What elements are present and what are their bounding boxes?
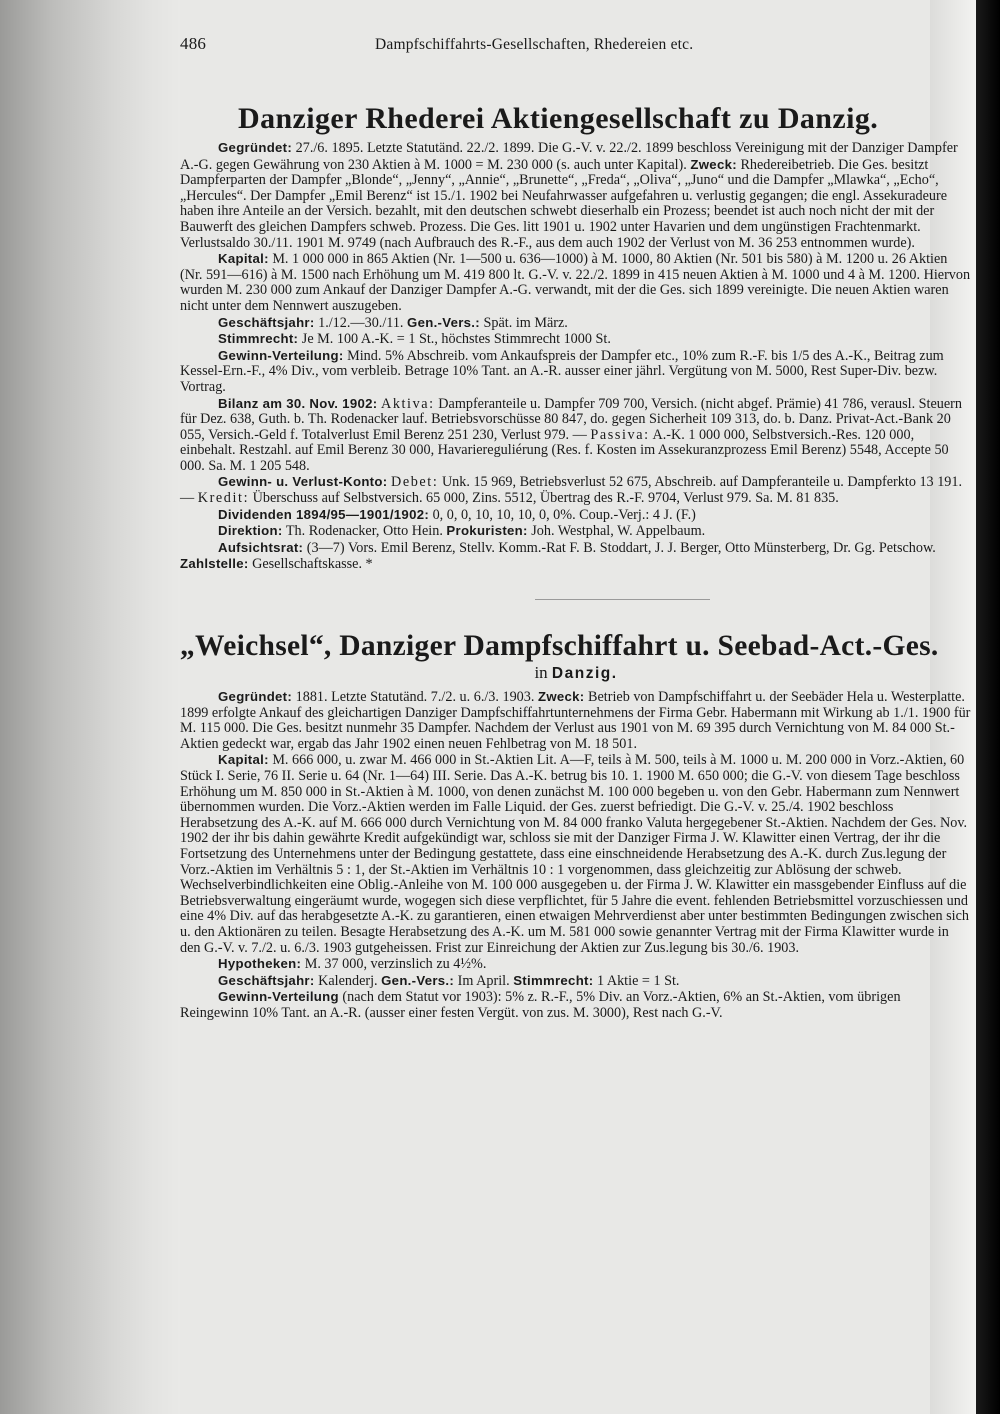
page-number: 486	[180, 34, 207, 53]
text-kapital: M. 1 000 000 in 865 Aktien (Nr. 1—500 u. 636—1000) à M. 1000, 80 Aktien (Nr. 501 bis 580) à M. 1200 u. 26 Aktien (Nr. 591—616) à M. 1500 nach Erhöhung um M. 419 800 lt. G.-V. v. 22./2. 1899 in 415 neuen Aktien à M. 1000 und 4 à M. 1200. Hiervon wurden M. 230 000 zum Ankauf der Danziger Dampfer A.-G. verwandt, mit der die Ges. sich 1899 vereinigte. Die neuen Aktien waren nicht unter dem Nennwert auszugeben.	[180, 251, 971, 314]
section-title-danziger-rhederei: Danziger Rhederei Aktiengesellschaft zu Danzig.	[238, 102, 879, 135]
text-genvers: Spät. im März.	[483, 314, 568, 331]
paragraph-gegruendet	[180, 140, 972, 251]
section-title-weichsel: „Weichsel“, Danziger Dampfschiffahrt u. Seebad-Act.-Ges.	[180, 630, 939, 663]
text-geschaeftsjahr-2: Kalenderj.	[318, 972, 378, 989]
paragraph-aufsichtsrat	[180, 540, 972, 573]
paragraph-gegruendet-2	[180, 689, 972, 752]
paragraph-geschaeftsjahr	[180, 315, 972, 332]
label-zweck-2: Zweck:	[537, 689, 585, 705]
label-gegruendet: Gegründet:	[218, 140, 293, 155]
text-dividenden: 0, 0, 0, 10, 10, 10, 0, 0%. Coup.-Verj.: 4 J. (F.)	[432, 506, 696, 523]
text-gewinn-verteilung: Mind. 5% Abschreib. vom Ankaufspreis der Dampfer etc., 10% zum R.-F. bis 1/5 des A.-K., Beitrag zum Kessel-Ern.-F., 4% Div., vom verbleib. Betrage 10% Tant. an A.-R. ausser einer jährl. Vergütung von M. 5000, Rest Super-Div. bezw. Vortrag.	[180, 347, 944, 395]
text-zahlstelle: Gesellschaftskasse. *	[252, 556, 373, 573]
label-geschaeftsjahr: Geschäftsjahr:	[218, 314, 315, 330]
paragraph-kapital	[180, 251, 972, 314]
text-direktion: Th. Rodenacker, Otto Hein.	[285, 523, 443, 540]
subtitle-prefix: in	[534, 663, 548, 683]
text-gewinn-verteilung-2: (nach dem Statut vor 1903): 5% z. R.-F., 5% Div. an Vorz.-Aktien, 6% an St.-Aktien, vom übrigen Reingewinn 10% Tant. an A.-R. (ausser einer festen Vergüt. von zus. M. 3000), Rest nach G.-V.	[180, 989, 901, 1021]
label-bilanz: Bilanz am 30. Nov. 1902:	[218, 395, 378, 411]
section-subtitle-weichsel	[180, 663, 972, 683]
label-kapital-2: Kapital:	[218, 752, 269, 768]
scan-shadow-left	[0, 0, 150, 1414]
text-genvers-2: Im April.	[457, 972, 510, 989]
text-debet: Unk. 15 969, Betriebsverlust 52 675, Abschreib. auf Dampferanteile u. Dampferkto 13 191. —	[180, 474, 963, 507]
label-passiva: Passiva:	[590, 426, 650, 443]
text-aufsichtsrat: (3—7) Vors. Emil Berenz, Stellv. Komm.-Rat F. B. Stoddart, J. J. Berger, Otto Münsterberg, Dr. Gg. Petschow.	[306, 539, 936, 556]
text-stimmrecht-2: 1 Aktie = 1 St.	[596, 972, 680, 989]
label-gegruendet-2: Gegründet:	[218, 689, 293, 705]
text-kapital-2: M. 666 000, u. zwar M. 466 000 in St.-Aktien Lit. A—F, teils à M. 500, teils à M. 1000 u. M. 200 000 in Vorz.-Aktien, 60 Stück I. Serie, 76 II. Serie u. 64 (Nr. 1—64) III. Serie. Das A.-K. betrug bis 10. 1. 1900 M. 650 000; die G.-V. von diesem Tage beschloss Erhöhung um M. 850 000 in St.-Aktien à M. 1000, von denen zunächst M. 100 000 begeben u. von den Gebr. Habermann zum Nennwert übernommen wurden. Die Vorz.-Aktien werden im Falle Liquid. der Ges. zuerst befriedigt. Die G.-V. v. 25./4. 1902 beschloss Herabsetzung des A.-K. auf M. 666 000 durch Vernichtung von M. 84 000 franko Valuta hergegebener St.-Aktien. Nachdem der Ges. Nov. 1902 der ihr bis dahin gewährte Kredit aufgekündigt war, schloss sie mit der Danziger Firma J. W. Klawitter einen Vertrag, der ihr die Fortsetzung des Unternehmens unter der Bedingung gestattete, dass eine einschneidende Herabsetzung des A.-K. durch Zus.legung der Vorz.-Aktien im Verhältnis 5 : 1, der St.-Aktien im Verhältnis 10 : 1 vorgenommen, dass gleichzeitig zur Ablösung der schweb. Wechselverbindlichkeiten eine Oblig.-Anleihe von M. 100 000 ausgegeben u. der Firma J. W. Klawitter ein massgebender Einfluss auf die Betriebsverwaltung eingeräumt wurde, wogegen sich diese verpflichtet, für 5 Jahre die event. fehlenden Betriebsmittel vorzuschiessen und eine 4% Div. auf das herabgesetzte A.-K. zu garantieren, einen etwaigen Mehrverdienst aber unter bestimmten Bedingungen zwischen sich u. den Aktionären zu teilen. Besagte Herabsetzung des A.-K. um M. 581 000 sowie genannter Vertrag mit der Firma Klawitter wurde in den G.-V. v. 7./2. u. 6./3. 1903 gutgeheissen. Frist zur Einreichung der Aktien zur Zus.legung bis 30./6. 1903.	[180, 752, 969, 956]
label-kapital: Kapital:	[218, 251, 269, 267]
paragraph-gewinn-verteilung	[180, 348, 972, 396]
label-prokuristen: Prokuristen:	[446, 523, 528, 539]
paragraph-kapital-2	[180, 752, 972, 956]
label-geschaeftsjahr-2: Geschäftsjahr:	[218, 972, 315, 988]
paragraph-gewinn-verlust-konto	[180, 474, 972, 506]
label-stimmrecht-2: Stimmrecht:	[513, 972, 594, 988]
label-hypotheken: Hypotheken:	[218, 956, 302, 972]
label-aktiva: Aktiva:	[380, 395, 435, 412]
label-genvers: Gen.-Vers.:	[407, 314, 480, 330]
text-kredit: Überschuss auf Selbstversich. 65 000, Zins. 5512, Übertrag des R.-F. 9704, Verlust 979. Sa. M. 81 835.	[252, 490, 839, 507]
document-page	[180, 26, 972, 1410]
paragraph-dividenden	[180, 507, 972, 524]
subtitle-place: Danzig.	[551, 665, 618, 683]
paragraph-geschaeftsjahr-2	[180, 973, 972, 990]
running-title: Dampfschiffahrts-Gesellschaften, Rhedereien etc.	[375, 36, 694, 53]
label-aufsichtsrat: Aufsichtsrat:	[218, 539, 304, 555]
section-body-weichsel	[180, 689, 972, 1021]
text-stimmrecht: Je M. 100 A.-K. = 1 St., höchstes Stimmrecht 1000 St.	[301, 331, 611, 348]
paragraph-direktion	[180, 523, 972, 540]
label-genvers-2: Gen.-Vers.:	[381, 972, 455, 988]
label-debet: Debet:	[390, 474, 439, 491]
label-gewinn-verteilung-2: Gewinn-Verteilung	[218, 989, 339, 1005]
paragraph-stimmrecht	[180, 331, 972, 348]
label-gewinn-verteilung: Gewinn-Verteilung:	[218, 347, 344, 363]
paragraph-gewinn-verteilung-2	[180, 989, 972, 1021]
label-kredit: Kredit:	[197, 490, 250, 507]
text-hypotheken: M. 37 000, verzinslich zu 4½%.	[304, 956, 487, 973]
text-geschaeftsjahr: 1./12.—30./11.	[318, 314, 404, 331]
label-dividenden: Dividenden 1894/95—1901/1902:	[218, 506, 430, 522]
label-zweck: Zweck:	[690, 156, 737, 172]
scan-shadow-gradient	[150, 0, 180, 1414]
scan-edge-right	[976, 0, 1000, 1414]
label-zahlstelle: Zahlstelle:	[180, 556, 249, 572]
paragraph-bilanz	[180, 396, 972, 475]
text-gegruendet: 27./6. 1895. Letzte Statutänd. 22./2. 1899. Die G.-V. v. 22./2. 1899 beschloss Vereinigung mit der Danziger Dampfer A.-G. gegen Gewährung von 230 Aktien à M. 1000 = M. 230 000 (s. auch unter Kapital).	[180, 140, 958, 173]
text-gegruendet-2: 1881. Letzte Statutänd. 7./2. u. 6./3. 1903.	[295, 689, 535, 706]
text-passiva: A.-K. 1 000 000, Selbstversich.-Res. 120 000, einbehalt. Restzahl. auf Emil Berenz 30 000, Havariereguliérung (Res. f. Kosten im Assekuranzprozess Emil Berenz) 5548, Accepte 50 000. Sa. M. 1 205 548.	[180, 426, 949, 474]
label-gewinn-verlust-konto: Gewinn- u. Verlust-Konto:	[218, 474, 388, 490]
paragraph-hypotheken	[180, 956, 972, 973]
section-divider	[535, 599, 710, 600]
text-aktiva: Dampferanteile u. Dampfer 709 700, Versich. (nicht abgef. Prämie) 41 786, verausl. Steuern für Dez. 638, Guth. b. Th. Rodenacker lauf. Betriebsvorschüsse 80 847, do. gegen Sicherheit 109 313, do. b. Danz. Privat-Act.-Bank 20 055, Versich.-Geld f. Totalverlust Emil Berenz 251 230, Verlust 979. —	[180, 395, 963, 443]
text-zweck: Rhedereibetrieb. Die Ges. besitzt Dampferparten der Dampfer „Blonde“, „Jenny“, „Annie“, „Brunette“, „Freda“, „Oliva“, „Juno“ und die Dampfer „Mlawka“, „Echo“, „Hercules“. Der Dampfer „Emil Berenz“ ist 15./1. 1902 bei Neufahrwasser aufgefahren u. verlustig gegangen; die engl. Assekuradeure haben ihre Anteile an der Versich. bezahlt, mit den deutschen schwebt dieserhalb ein Prozess; beendet ist auch noch nicht der mit der Bauwerft des gleichen Dampfers schweb. Prozess. Die Ges. litt 1901 u. 1902 unter Havarien und dem ungünstigen Frachtenmarkt. Verlustsaldo 30./11. 1901 M. 9749 (nach Aufbrauch des R.-F., aus dem auch 1902 der Verlust von M. 36 253 entnommen wurde).	[180, 156, 948, 251]
text-prokuristen: Joh. Westphal, W. Appelbaum.	[531, 523, 706, 540]
label-stimmrecht: Stimmrecht:	[218, 331, 299, 347]
section-body-danziger-rhederei	[180, 140, 972, 573]
text-zweck-2: Betrieb von Dampfschiffahrt u. der Seebäder Hela u. Westerplatte. 1899 erfolgte Ankauf des gleichartigen Danziger Dampfschiffahrtunternehmens der Firma Gebr. Habermann mit Wirkung ab 1./1. 1900 für M. 115 000. Die Ges. besitzt nunmehr 35 Dampfer. Nachdem der Verlust aus 1901 von M. 69 395 durch Vernichtung von M. 84 000 St.-Aktien gedeckt war, ergab das Jahr 1902 einen neuen Fehlbetrag von M. 18 501.	[180, 689, 971, 752]
label-direktion: Direktion:	[218, 523, 283, 539]
running-header	[180, 26, 972, 62]
